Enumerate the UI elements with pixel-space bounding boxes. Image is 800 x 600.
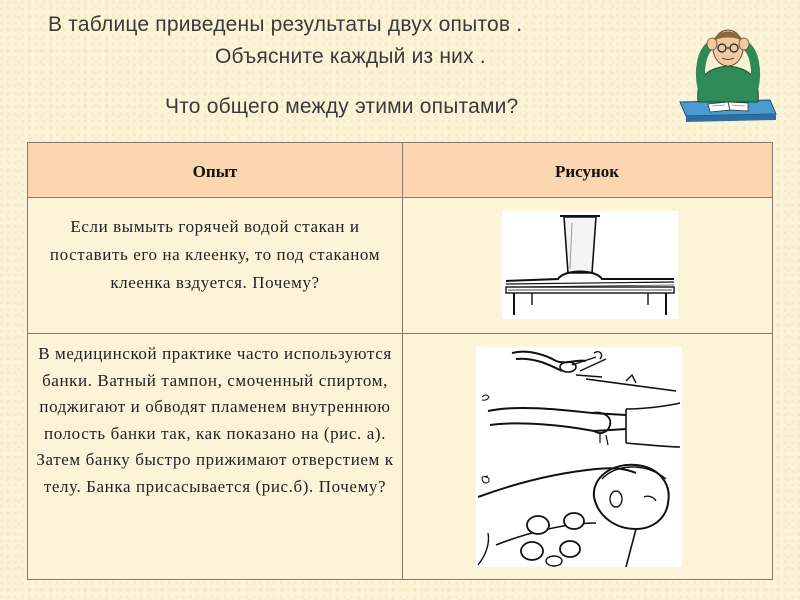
row-divider <box>28 333 772 334</box>
medical-cupping-drawing <box>476 347 682 567</box>
heading-line-1: В таблице приведены результаты двух опытов . <box>48 13 523 36</box>
experiments-table <box>27 142 773 580</box>
heading-line-2: Объясните каждый из них . <box>215 45 486 68</box>
table-header-row <box>28 143 772 198</box>
column-header-figure: Рисунок <box>554 162 620 181</box>
heading-question: Что общего между этими опытами? <box>165 95 519 118</box>
column-divider <box>402 143 403 579</box>
thinking-student-clipart <box>678 18 778 130</box>
column-header-experiment: Опыт <box>192 162 238 181</box>
experiment-2-text: В медицинской практике часто используются банки. Ватный тампон, смоченный спиртом, поджигают и обводят пламенем внутреннюю полость банки так, как показано на (рис. а). Затем банку быстро прижимают отверстием к телу. Банка присасывается (рис.б). Почему? <box>36 344 394 496</box>
glass-on-oilcloth-drawing <box>502 211 678 319</box>
experiment-1-text: Если вымыть горячей водой стакан и поставить его на клеенку, то под стаканом клеенка вздуется. Почему? <box>49 217 381 292</box>
